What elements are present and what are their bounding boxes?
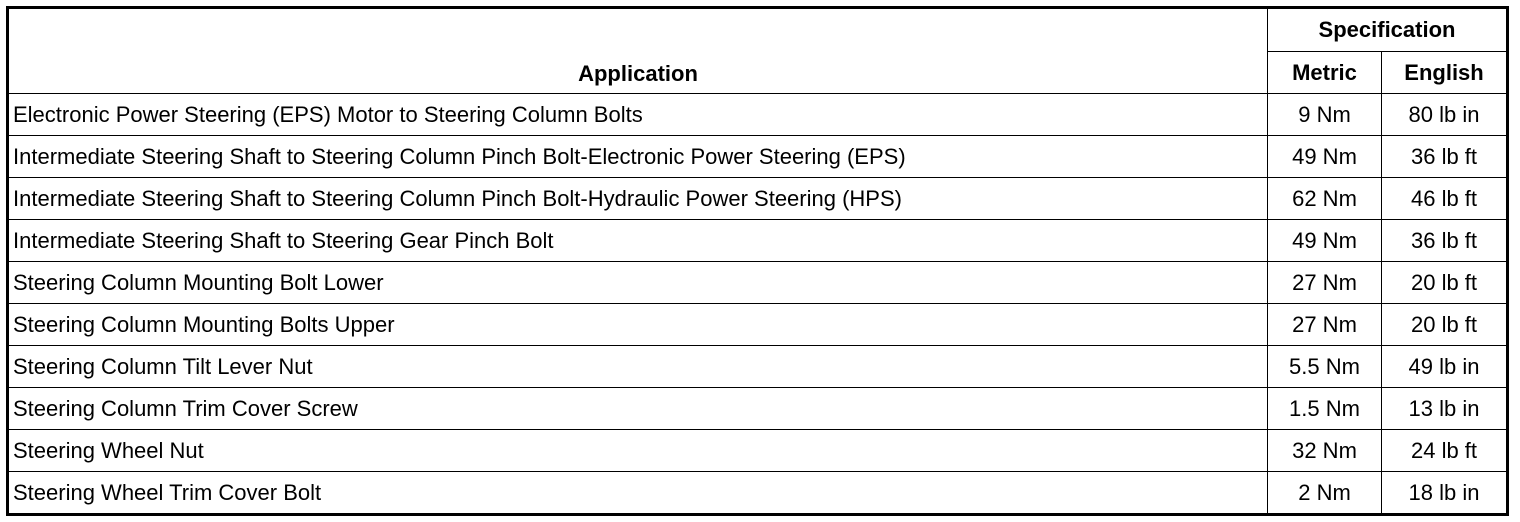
english-cell: 24 lb ft	[1382, 430, 1508, 472]
metric-cell: 2 Nm	[1268, 472, 1382, 515]
english-cell: 36 lb ft	[1382, 136, 1508, 178]
torque-spec-table	[6, 6, 1509, 516]
application-cell: Intermediate Steering Shaft to Steering Column Pinch Bolt-Hydraulic Power Steering (HPS)	[8, 178, 1268, 220]
english-header: English	[1382, 52, 1508, 94]
table-row	[8, 388, 1508, 430]
table-row	[8, 220, 1508, 262]
application-cell: Steering Wheel Nut	[8, 430, 1268, 472]
table-row	[8, 178, 1508, 220]
table-row	[8, 346, 1508, 388]
application-cell: Electronic Power Steering (EPS) Motor to Steering Column Bolts	[8, 94, 1268, 136]
table-row	[8, 262, 1508, 304]
english-cell: 46 lb ft	[1382, 178, 1508, 220]
application-cell: Intermediate Steering Shaft to Steering Column Pinch Bolt-Electronic Power Steering (EPS)	[8, 136, 1268, 178]
metric-cell: 9 Nm	[1268, 94, 1382, 136]
metric-cell: 49 Nm	[1268, 220, 1382, 262]
metric-cell: 32 Nm	[1268, 430, 1382, 472]
application-cell: Steering Column Tilt Lever Nut	[8, 346, 1268, 388]
metric-cell: 62 Nm	[1268, 178, 1382, 220]
english-cell: 36 lb ft	[1382, 220, 1508, 262]
table-row	[8, 304, 1508, 346]
table-row	[8, 430, 1508, 472]
table-row	[8, 94, 1508, 136]
application-cell: Steering Wheel Trim Cover Bolt	[8, 472, 1268, 515]
metric-header: Metric	[1268, 52, 1382, 94]
metric-cell: 49 Nm	[1268, 136, 1382, 178]
english-cell: 20 lb ft	[1382, 304, 1508, 346]
application-cell: Steering Column Mounting Bolts Upper	[8, 304, 1268, 346]
table-row	[8, 136, 1508, 178]
application-header: Application	[8, 8, 1268, 94]
metric-cell: 1.5 Nm	[1268, 388, 1382, 430]
specification-header: Specification	[1268, 8, 1508, 52]
metric-cell: 27 Nm	[1268, 262, 1382, 304]
application-cell: Steering Column Mounting Bolt Lower	[8, 262, 1268, 304]
table-row	[8, 472, 1508, 515]
header-row-top	[8, 8, 1508, 52]
english-cell: 20 lb ft	[1382, 262, 1508, 304]
metric-cell: 5.5 Nm	[1268, 346, 1382, 388]
english-cell: 80 lb in	[1382, 94, 1508, 136]
english-cell: 13 lb in	[1382, 388, 1508, 430]
application-cell: Intermediate Steering Shaft to Steering Gear Pinch Bolt	[8, 220, 1268, 262]
english-cell: 49 lb in	[1382, 346, 1508, 388]
application-cell: Steering Column Trim Cover Screw	[8, 388, 1268, 430]
english-cell: 18 lb in	[1382, 472, 1508, 515]
metric-cell: 27 Nm	[1268, 304, 1382, 346]
